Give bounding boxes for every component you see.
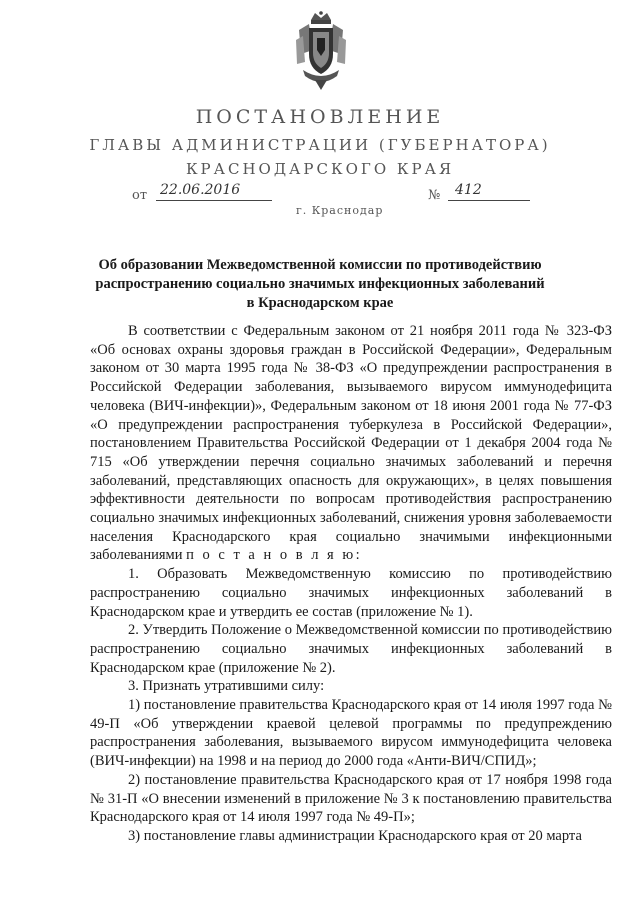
item-3-1: 1) постановление правительства Краснодарского края от 14 июля 1997 года № 49-П «Об утверждении краевой целевой программы по предупреждению распространения заболевания, вызываемого вирусом иммунодефицита человека (ВИЧ-инфекции) на 1998 и на период до 2000 года «Анти-ВИЧ/СПИД»; [90, 697, 612, 770]
item-1: 1. Образовать Межведомственную комиссию по противодействию распространению социально значимых инфекционных заболеваний в Краснодарском крае и утвердить ее состав (приложение № 1). [90, 566, 612, 620]
coat-of-arms-emblem [293, 10, 349, 92]
preamble-text: В соответствии с Федеральным законом от 21 ноября 2011 года № 323-ФЗ «Об основах охраны здоровья граждан в Российской Федерации», Федеральным законом от 30 марта 1995 года № 38-ФЗ «О предупреждении распространения в Российской Федерации заболевания, вызываемого вирусом иммунодефицита человека (ВИЧ-инфекции)», Федеральным законом от 18 июня 2001 года № 77-ФЗ «О предупреждении распространения туберкулеза в Российской Федерации», постановлением Правительства Российской Федерации от 1 декабря 2004 года № 715 «Об утверждении перечня социально значимых заболеваний и перечня заболеваний, представляющих опасность для окружающих», в целях повышения эффективности деятельности по вопросам противодействия распространению социально значимых инфекционных заболеваний, снижения уровня заболеваемости населения Краснодарского края социально значимыми инфекционными заболеваниями [90, 323, 612, 564]
date-underline [156, 200, 272, 201]
document-title: Об образовании Межведомственной комиссии по противодействию распространению социально значимых инфекционных заболеваний в Краснодарском крае [95, 257, 545, 311]
preamble-paragraph [90, 322, 612, 565]
document-body [90, 322, 612, 846]
number-prefix: № [428, 188, 441, 203]
item-3-2: 2) постановление правительства Краснодарского края от 17 ноября 1998 года № 31-П «О внесении изменений в приложение № 3 к постановлению правительства Краснодарского края от 14 июля 1997 года № 49-П»; [90, 771, 612, 826]
item-2: 2. Утвердить Положение о Межведомственной комиссии по противодействию распространению социально значимых инфекционных заболеваний в Краснодарском крае (приложение № 2). [90, 622, 612, 676]
city-label: г. Краснодар [296, 204, 384, 217]
region-heading: КРАСНОДАРСКОГО КРАЯ [185, 160, 455, 178]
item-3-3: 3) постановление главы администрации Краснодарского края от 20 марта [128, 827, 582, 844]
document-type-heading: ПОСТАНОВЛЕНИЕ [195, 106, 445, 128]
date-value: 22.06.2016 [160, 182, 241, 198]
item-3: 3. Признать утратившими силу: [128, 678, 325, 695]
issuer-heading: ГЛАВЫ АДМИНИСТРАЦИИ (ГУБЕРНАТОРА) [89, 136, 551, 154]
resolve-word: п о с т а н о в л я ю: [186, 547, 363, 564]
number-value: 412 [455, 182, 482, 198]
number-underline [448, 200, 530, 201]
date-prefix: от [132, 188, 148, 203]
